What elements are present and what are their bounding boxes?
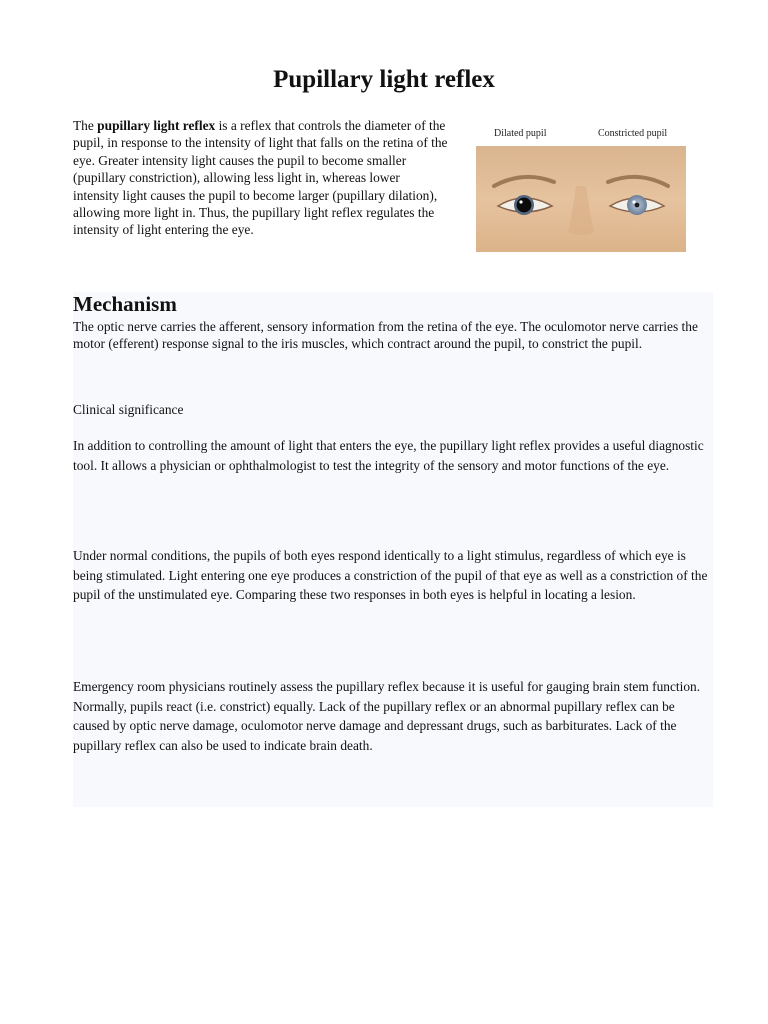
clinical-paragraph: Under normal conditions, the pupils of both eyes respond identically to a light stimulus, regardless of which eye is being stimulated. Light entering one eye produces a constriction of the pupil of that eye as well as a constriction of the pupil of the unstimulated eye. Comparing these two responses in both eyes is helpful in locating a lesion. bbox=[73, 548, 708, 602]
intro-prefix: The bbox=[73, 118, 98, 133]
clinical-significance-heading: Clinical significance bbox=[73, 402, 184, 417]
clinical-paragraph: Emergency room physicians routinely assess the pupillary reflex because it is useful for gauging brain stem function. Normally, pupils react (i.e. constrict) equally. Lack of the pupillary reflex or an abnormal pupillary reflex can be caused by optic nerve damage, oculomotor nerve damage and depressant drugs, such as barbiturates. Lack of the pupillary reflex can also be used to indicate brain death. bbox=[73, 679, 701, 753]
mechanism-heading: Mechanism bbox=[73, 292, 177, 316]
intro-text: is a reflex that controls the diameter of the pupil, in response to the intensity of light that falls on the retina of the eye. Greater intensity light causes the pupil to become smaller (pupillary constriction), allowing less light in, whereas lower intensity light causes the pupil to become larger (pupillary dilation), allowing more light in. Thus, the pupillary light reflex regulates the intensity of light entering the eye. bbox=[73, 118, 448, 238]
intro-bold-term: pupillary light reflex bbox=[97, 118, 216, 133]
mechanism-paragraph: The optic nerve carries the afferent, sensory information from the retina of the eye. The oculomotor nerve carries the motor (efferent) response signal to the iris muscles, which contract around the pupil, to constrict the pupil. bbox=[73, 319, 698, 351]
constricted-pupil-caption: Constricted pupil bbox=[598, 128, 668, 139]
page-title: Pupillary light reflex bbox=[273, 66, 495, 93]
intro-paragraph bbox=[73, 117, 448, 239]
clinical-paragraph: In addition to controlling the amount of light that enters the eye, the pupillary light reflex provides a useful diagnostic tool. It allows a physician or ophthalmologist to test the integrity of the sensory and motor functions of the eye. bbox=[73, 438, 704, 473]
pupil-comparison-figure bbox=[476, 124, 686, 252]
eyes-photo bbox=[476, 146, 686, 252]
dilated-pupil-caption: Dilated pupil bbox=[494, 128, 547, 139]
